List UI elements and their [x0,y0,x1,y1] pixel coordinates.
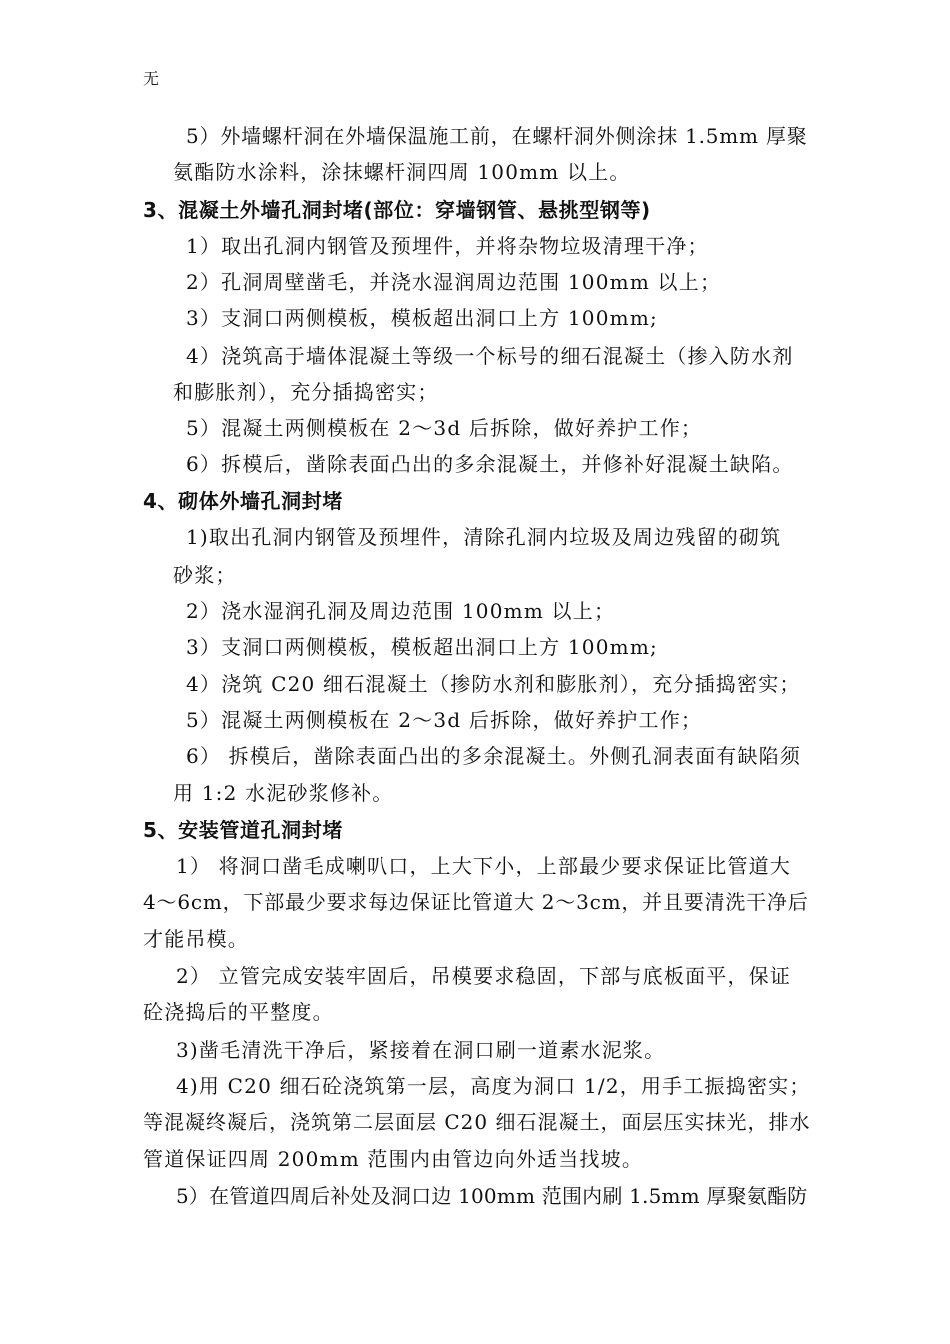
section-heading-3: 3、混凝土外墙孔洞封堵(部位：穿墙钢管、悬挑型钢等) [143,198,651,222]
text-line: 5）外墙螺杆洞在外墙保温施工前，在螺杆洞外侧涂抹 1.5mm 厚聚 [186,124,808,148]
text-line: 等混凝终凝后，浇筑第二层面层 C20 细石混凝土，面层压实抹光，排水 [143,1110,811,1134]
text-line: 5）混凝土两侧模板在 2～3d 后拆除，做好养护工作； [186,708,703,732]
text-line: 氨酯防水涂料，涂抹螺杆洞四周 100mm 以上。 [173,160,631,184]
text-line: 5）在管道四周后补处及洞口边 100mm 范围内刷 1.5mm 厚聚氨酯防 [176,1184,808,1208]
text-line: 2）浇水湿润孔洞及周边范围 100mm 以上； [186,599,616,623]
text-line: 1)取出孔洞内钢管及预埋件，清除孔洞内垃圾及周边残留的砌筑 [186,525,782,549]
text-line: 4）浇筑高于墙体混凝土等级一个标号的细石混凝土（掺入防水剂 [186,344,794,368]
text-line: 和膨胀剂），充分插捣密实； [173,380,439,404]
text-line: 2） 立管完成安装牢固后，吊模要求稳固，下部与底板面平，保证 [176,964,792,988]
section-heading-5: 5、安装管道孔洞封堵 [143,818,343,842]
page-header: 无 [143,69,160,88]
text-line: 3)凿毛清洗干净后，紧接着在洞口刷一道素水泥浆。 [176,1038,666,1062]
text-line: 6）拆模后，凿除表面凸出的多余混凝土，并修补好混凝土缺陷。 [186,452,794,476]
text-line: 4)用 C20 细石砼浇筑第一层，高度为洞口 1/2，用手工振捣密实； [176,1074,811,1098]
text-line: 3）支洞口两侧模板，模板超出洞口上方 100mm; [186,635,658,659]
section-heading-4: 4、砌体外墙孔洞封堵 [143,489,343,513]
text-line: 砂浆； [173,563,237,587]
text-line: 4～6cm，下部最少要求每边保证比管道大 2～3cm，并且要清洗干净后 [143,890,809,914]
text-line: 3）支洞口两侧模板，模板超出洞口上方 100mm; [186,306,658,330]
text-line: 砼浇捣后的平整度。 [143,1000,334,1024]
text-line: 5）混凝土两侧模板在 2～3d 后拆除，做好养护工作； [186,416,703,440]
text-line: 1）取出孔洞内钢管及预埋件，并将杂物垃圾清理干净； [186,234,709,258]
text-line: 1） 将洞口凿毛成喇叭口，上大下小，上部最少要求保证比管道大 [176,854,792,878]
text-line: 6） 拆模后，凿除表面凸出的多余混凝土。外侧孔洞表面有缺陷须 [186,744,802,768]
text-line: 用 1:2 水泥砂浆修补。 [173,781,394,805]
text-line: 管道保证四周 200mm 范围内由管边向外适当找坡。 [143,1147,644,1171]
text-line: 4）浇筑 C20 细石混凝土（掺防水剂和膨胀剂），充分插捣密实； [186,672,801,696]
text-line: 2）孔洞周壁凿毛，并浇水湿润周边范围 100mm 以上； [186,270,722,294]
text-line: 才能吊模。 [143,927,249,951]
